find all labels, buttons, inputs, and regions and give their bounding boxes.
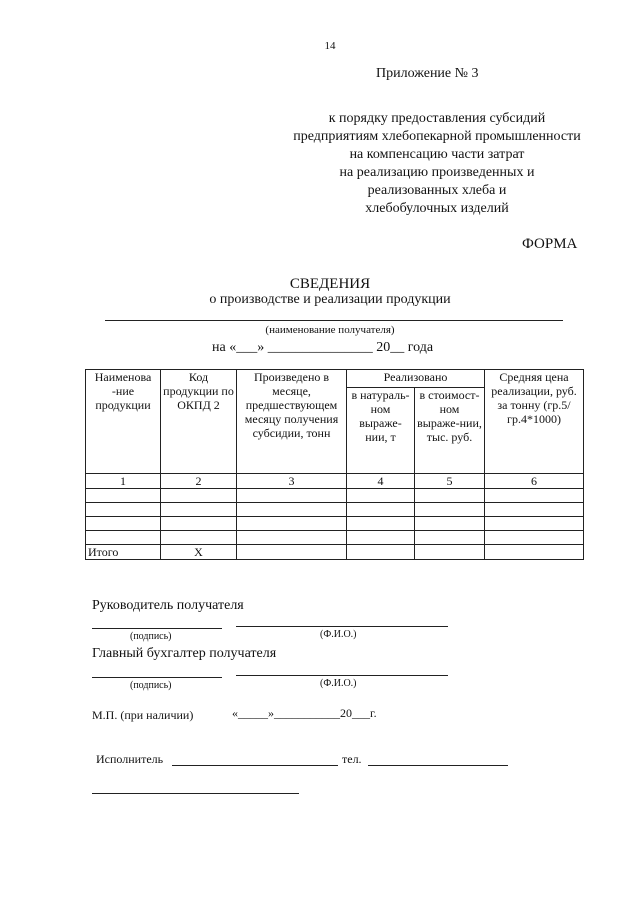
appendix-line: к порядку предоставления субсидий: [328, 111, 546, 126]
appendix-line: предприятиям хлебопекарной промышленности: [293, 129, 581, 144]
column-number-row: [86, 474, 584, 489]
stamp-label: М.П. (при наличии): [92, 708, 194, 722]
accountant-signature-caption: (подпись): [130, 680, 172, 691]
total-label: Итого: [86, 545, 161, 560]
accountant-title: Главный бухгалтер получателя: [92, 646, 277, 661]
document-title: СВЕДЕНИЯ: [289, 276, 371, 292]
accountant-name-caption: (Ф.И.О.): [320, 678, 357, 689]
stamp-date: «_____»___________20___г.: [232, 706, 377, 720]
column-number: 4: [347, 474, 415, 489]
appendix-line: реализованных хлеба и: [367, 183, 507, 198]
executor-name-line[interactable]: [172, 765, 338, 766]
col-header-product-code: Код продукции по ОКПД 2: [161, 370, 237, 474]
column-number: 2: [161, 474, 237, 489]
col-header-product-name: Наименова -ние продукции: [86, 370, 161, 474]
table-row[interactable]: [86, 517, 584, 531]
document-subtitle: о производстве и реализации продукции: [209, 292, 451, 307]
col-header-sold: Реализовано: [347, 370, 485, 388]
col-header-sold-value: в стоимост-ном выраже-нии, тыс. руб.: [415, 388, 485, 474]
extra-line[interactable]: [92, 793, 299, 794]
head-signature-line[interactable]: [92, 628, 222, 629]
total-row: [86, 545, 584, 560]
head-name-line[interactable]: [236, 626, 448, 627]
table-row[interactable]: [86, 489, 584, 503]
table-row[interactable]: [86, 503, 584, 517]
col-header-produced: Произведено в месяце, предшествующем месяцу получения субсидии, тонн: [237, 370, 347, 474]
column-number: 1: [86, 474, 161, 489]
recipient-caption: (наименование получателя): [265, 324, 395, 336]
head-signature-caption: (подпись): [130, 631, 172, 642]
head-name-caption: (Ф.И.О.): [320, 629, 357, 640]
production-table: [85, 369, 584, 560]
recipient-name-line[interactable]: [105, 320, 563, 321]
form-label: ФОРМА: [522, 236, 578, 252]
appendix-line: на реализацию произведенных и: [339, 165, 535, 180]
accountant-name-line[interactable]: [236, 675, 448, 676]
phone-label: тел.: [342, 752, 362, 766]
column-number: 3: [237, 474, 347, 489]
col-header-sold-natural: в натураль-ном выраже-нии, т: [347, 388, 415, 474]
page-number: 14: [324, 40, 336, 52]
column-number: 5: [415, 474, 485, 489]
accountant-signature-line[interactable]: [92, 677, 222, 678]
table-row[interactable]: [86, 531, 584, 545]
appendix-title: Приложение № 3: [376, 66, 479, 81]
report-date-line: на «___» _______________ 20__ года: [212, 340, 434, 355]
head-title: Руководитель получателя: [92, 598, 244, 613]
appendix-line: хлебобулочных изделий: [365, 201, 509, 216]
appendix-description: [272, 110, 602, 218]
total-code: Х: [161, 545, 237, 560]
col-header-average-price: Средняя цена реализации, руб. за тонну (гр.5/гр.4*1000): [485, 370, 584, 474]
phone-line[interactable]: [368, 765, 508, 766]
executor-label: Исполнитель: [96, 752, 164, 766]
column-number: 6: [485, 474, 584, 489]
appendix-line: на компенсацию части затрат: [349, 147, 525, 162]
